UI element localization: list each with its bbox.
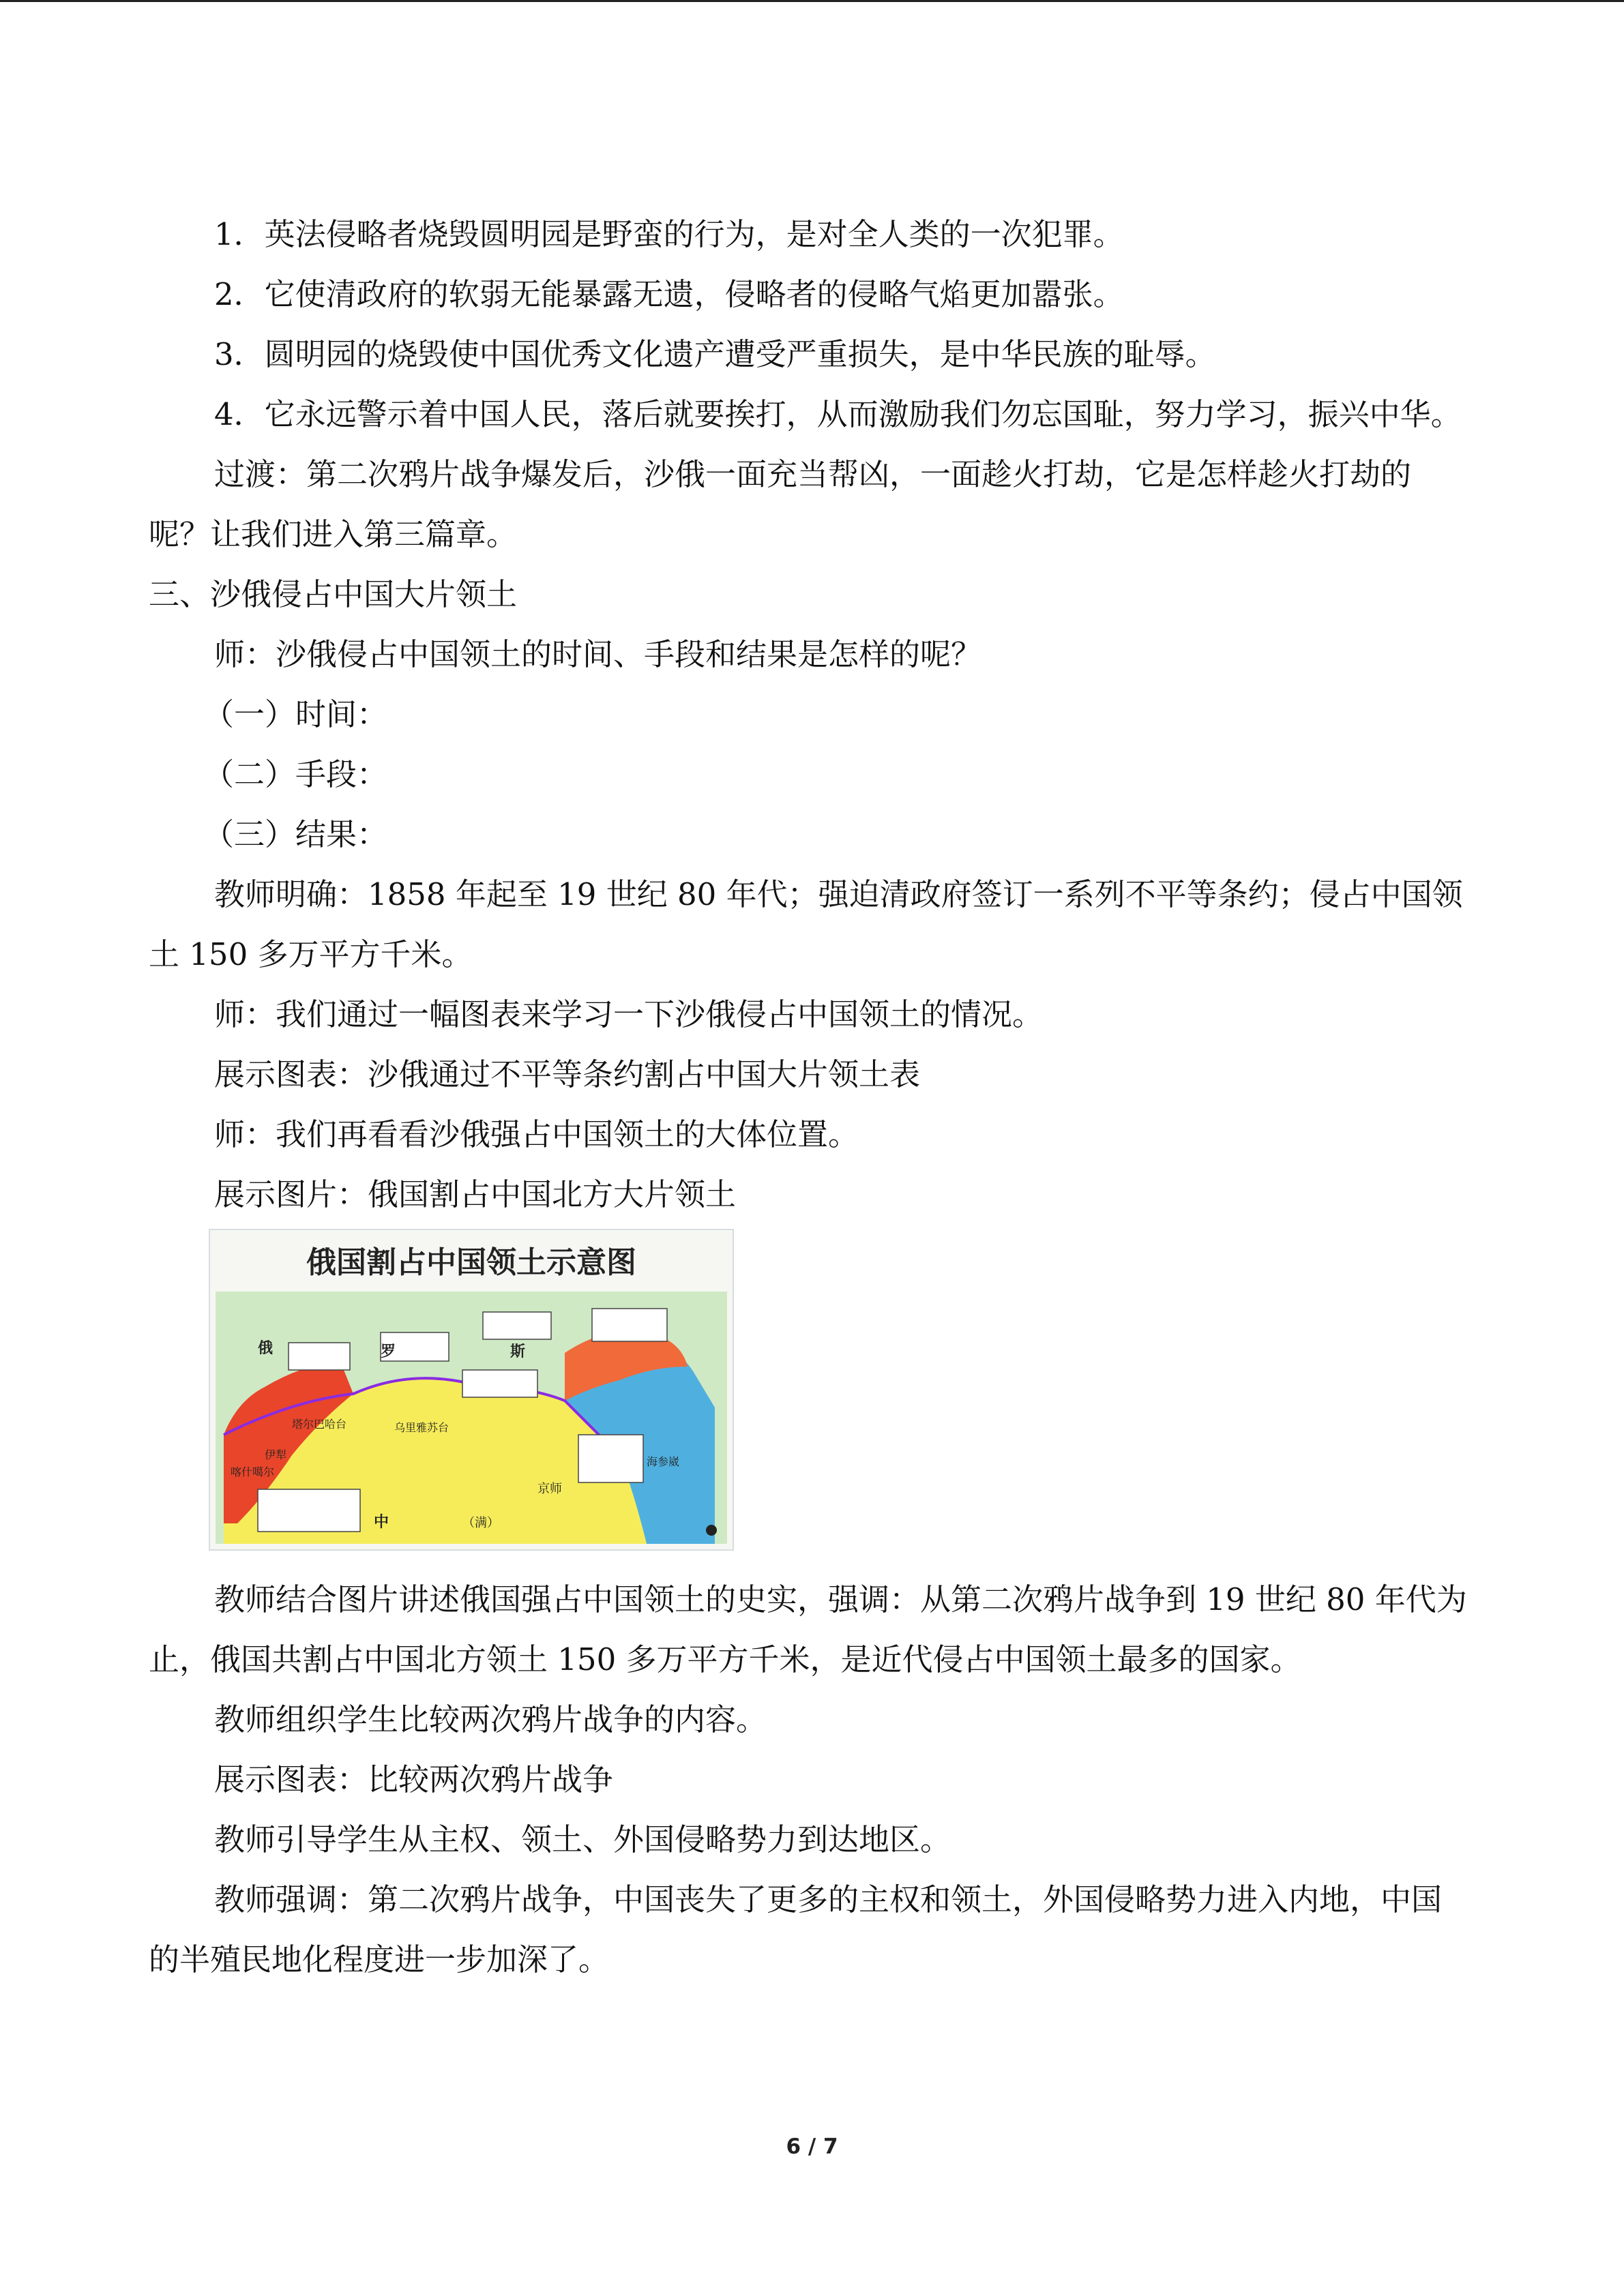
paragraph: 4．它永远警示着中国人民，落后就要挨打，从而激励我们勿忘国耻，努力学习，振兴中华。 — [214, 396, 1462, 432]
paragraph: 师：沙俄侵占中国领土的时间、手段和结果是怎样的呢？ — [214, 636, 982, 672]
map-label-tacheng: 塔尔巴哈台 — [292, 1418, 347, 1431]
question-item: （三）结果： — [203, 816, 388, 852]
map-label-wulumuqi: 乌里雅苏台 — [394, 1421, 449, 1434]
map-corner-dot — [706, 1525, 717, 1536]
question-item: （一）时间： — [203, 696, 388, 732]
map-label-si: 斯 — [510, 1343, 526, 1360]
paragraph: 2．它使清政府的软弱无能暴露无遗，侵略者的侵略气焰更加嚣张。 — [214, 276, 1124, 312]
paragraph: 教师引导学生从主权、领土、外国侵略势力到达地区。 — [214, 1821, 951, 1858]
paragraph: 3．圆明园的烧毁使中国优秀文化遗产遭受严重损失，是中华民族的耻辱。 — [214, 336, 1216, 372]
treaty-box — [289, 1343, 350, 1370]
paragraph: 展示图表：比较两次鸦片战争 — [214, 1761, 614, 1798]
paragraph: 教师明确：1858 年起至 19 世纪 80 年代；强迫清政府签订一系列不平等条约；侵占中国领土 150 多万平方千米。 — [149, 876, 1463, 972]
section-heading: 三、沙俄侵占中国大片领土 — [149, 576, 518, 612]
treaty-box — [578, 1435, 643, 1482]
map-label-jingshi: 京师 — [537, 1482, 562, 1496]
map-label-sea: 海参崴 — [647, 1455, 680, 1468]
paragraph: 过渡：第二次鸦片战争爆发后，沙俄一面充当帮凶，一面趁火打劫，它是怎样趁火打劫的呢？让我们进入第三篇章。 — [149, 456, 1412, 552]
map-label-yili: 伊犁 — [265, 1448, 287, 1461]
treaty-box — [483, 1312, 551, 1339]
page-top-rule — [0, 0, 1624, 2]
treaty-box — [592, 1309, 667, 1341]
paragraph: 师：我们通过一幅图表来学习一下沙俄侵占中国领土的情况。 — [214, 996, 1044, 1032]
paragraph: 教师结合图片讲述俄国强占中国领土的史实，强调：从第二次鸦片战争到 19 世纪 80 年代为止，俄国共割占中国北方领土 150 多万平方千米，是近代侵占中国领土最多的国家。 — [149, 1581, 1467, 1678]
territory-map-image — [209, 1229, 734, 1551]
paragraph: 1．英法侵略者烧毁圆明园是野蛮的行为，是对全人类的一次犯罪。 — [214, 216, 1124, 252]
map-label-man: （满） — [462, 1516, 499, 1530]
treaty-box — [462, 1370, 537, 1397]
treaty-box — [258, 1489, 360, 1532]
map-label-kashgar: 喀什噶尔 — [231, 1465, 275, 1478]
paragraph: 师：我们再看看沙俄强占中国领土的大体位置。 — [214, 1116, 859, 1152]
paragraph: 教师组织学生比较两次鸦片战争的内容。 — [214, 1701, 767, 1738]
paragraph: 展示图片：俄国割占中国北方大片领土 — [214, 1176, 737, 1212]
map-label-luo: 罗 — [381, 1343, 396, 1360]
paragraph: 教师强调：第二次鸦片战争，中国丧失了更多的主权和领土，外国侵略势力进入内地，中国的半殖民地化程度进一步加深了。 — [149, 1881, 1443, 1978]
document-body — [149, 205, 1472, 1990]
paragraph: 展示图表：沙俄通过不平等条约割占中国大片领土表 — [214, 1056, 921, 1092]
map-label-zhong: 中 — [374, 1513, 389, 1531]
map-svg — [210, 1230, 733, 1549]
map-label-e: 俄 — [258, 1339, 274, 1357]
page-number: 6 / 7 — [786, 2134, 838, 2159]
map-title: 俄国割占中国领土示意图 — [306, 1245, 636, 1280]
question-item: （二）手段： — [203, 756, 388, 792]
